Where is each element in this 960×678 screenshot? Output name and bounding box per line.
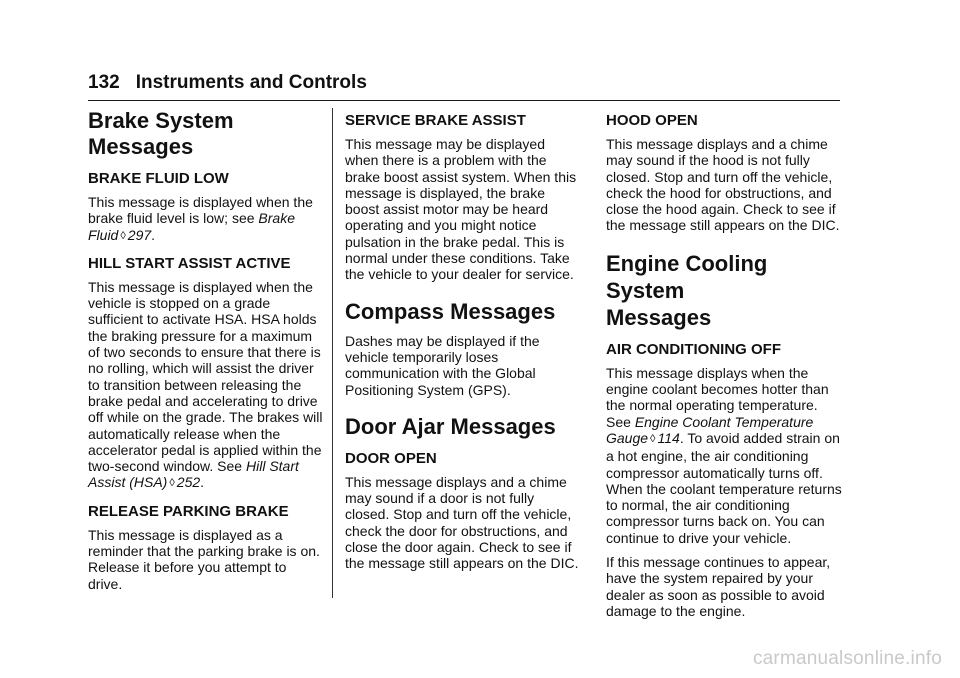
repair-advice-text: If this message continues to appear, have the system repaired by your dealer as soon as possible to avoid damage to the engine. <box>606 554 831 619</box>
air-conditioning-off-tail: . To avoid added strain on a hot engine, the air conditioning compressor automatically turns off. When the coolant temperature returns to normal, the air conditioning compressor turns back on. You can continue to drive your vehicle. <box>606 429 842 546</box>
engine-coolant-gauge-link[interactable]: Engine Coolant Temperature Gauge <box>606 413 814 446</box>
brake-fluid-low-text <box>88 194 324 245</box>
engine-cooling-title-line-1: Engine Cooling System <box>606 250 768 303</box>
door-ajar-messages-title: Door Ajar Messages <box>345 413 556 439</box>
engine-cooling-title-line-2: Messages <box>606 304 712 330</box>
column-1 <box>88 108 324 600</box>
column-divider <box>332 108 333 598</box>
brake-fluid-page-ref[interactable]: 297 <box>127 226 152 243</box>
brake-fluid-link[interactable]: Brake Fluid <box>88 210 295 243</box>
hill-start-assist-heading: HILL START ASSIST ACTIVE <box>88 254 291 272</box>
hill-start-assist-text <box>88 279 324 493</box>
section-title: Instruments and Controls <box>135 72 367 93</box>
hill-start-assist-link[interactable]: Hill Start Assist (HSA) <box>88 458 299 491</box>
hill-start-assist-page-ref[interactable]: 252 <box>176 474 201 491</box>
air-conditioning-off-text <box>606 365 842 546</box>
brake-fluid-low-heading: BRAKE FLUID LOW <box>88 170 229 187</box>
release-parking-brake-heading: RELEASE PARKING BRAKE <box>88 502 289 520</box>
watermark: carmanualsonline.info <box>752 648 942 669</box>
brake-fluid-tail: . <box>151 226 156 243</box>
release-parking-brake-text: This message is displayed as a reminder that the parking brake is on. Release it before you attempt to drive. <box>88 526 320 592</box>
page-header <box>88 70 840 101</box>
page-number: 132 <box>88 72 120 93</box>
column-3 <box>606 108 842 627</box>
hill-start-assist-body: This message is displayed when the vehicle is stopped on a grade sufficient to activate HSA. HSA holds the braking pressure for a maximum of two seconds to ensure that there is no rolling, which will assist the driver to transition between releasing the brake pedal and accelerating to drive off while on the grade. The brakes will automatically release when the accelerator pedal is applied within the two-second window. See <box>88 278 323 475</box>
column-2 <box>345 108 581 580</box>
door-open-heading: DOOR OPEN <box>345 449 437 467</box>
hill-start-assist-tail: . <box>200 474 205 491</box>
brake-system-messages-title: Brake System Messages <box>88 108 234 159</box>
page-ref-icon: ◊ <box>650 432 656 445</box>
hood-open-text: This message displays and a chime may sound if the hood is not fully closed. Stop and turn off the vehicle, check the hood for obstructions, and close the hood again. Check to see if the message still appears on the DIC. <box>606 136 840 234</box>
air-conditioning-off-body: This message displays when the engine coolant becomes hotter than the normal operating temperature. See <box>606 364 829 430</box>
engine-coolant-gauge-page-ref[interactable]: 114 <box>657 429 680 446</box>
page-ref-icon: ◊ <box>169 477 175 490</box>
compass-messages-title: Compass Messages <box>345 298 556 324</box>
service-brake-assist-text: This message may be displayed when there is a problem with the brake boost assist system. When this message is displayed, the brake boost assist motor may be heard operating and you might notice pulsation in the brake pedal. This is normal under these conditions. Take the vehicle to your dealer for service. <box>345 136 577 283</box>
service-brake-assist-heading: SERVICE BRAKE ASSIST <box>345 112 526 129</box>
door-open-text: This message displays and a chime may sound if a door is not fully closed. Stop and turn off the vehicle, check the door for obstructions, and close the door again. Check to see if the message still appears on the DIC. <box>345 473 579 572</box>
brake-fluid-low-body: This message is displayed when the brake fluid level is low; see <box>88 194 313 227</box>
air-conditioning-off-heading: AIR CONDITIONING OFF <box>606 340 781 358</box>
engine-cooling-messages-title <box>606 250 842 331</box>
compass-messages-text: Dashes may be displayed if the vehicle temporarily loses communication with the Global Positioning System (GPS). <box>345 332 540 398</box>
hood-open-heading: HOOD OPEN <box>606 112 698 129</box>
page-ref-icon: ◊ <box>120 229 126 242</box>
